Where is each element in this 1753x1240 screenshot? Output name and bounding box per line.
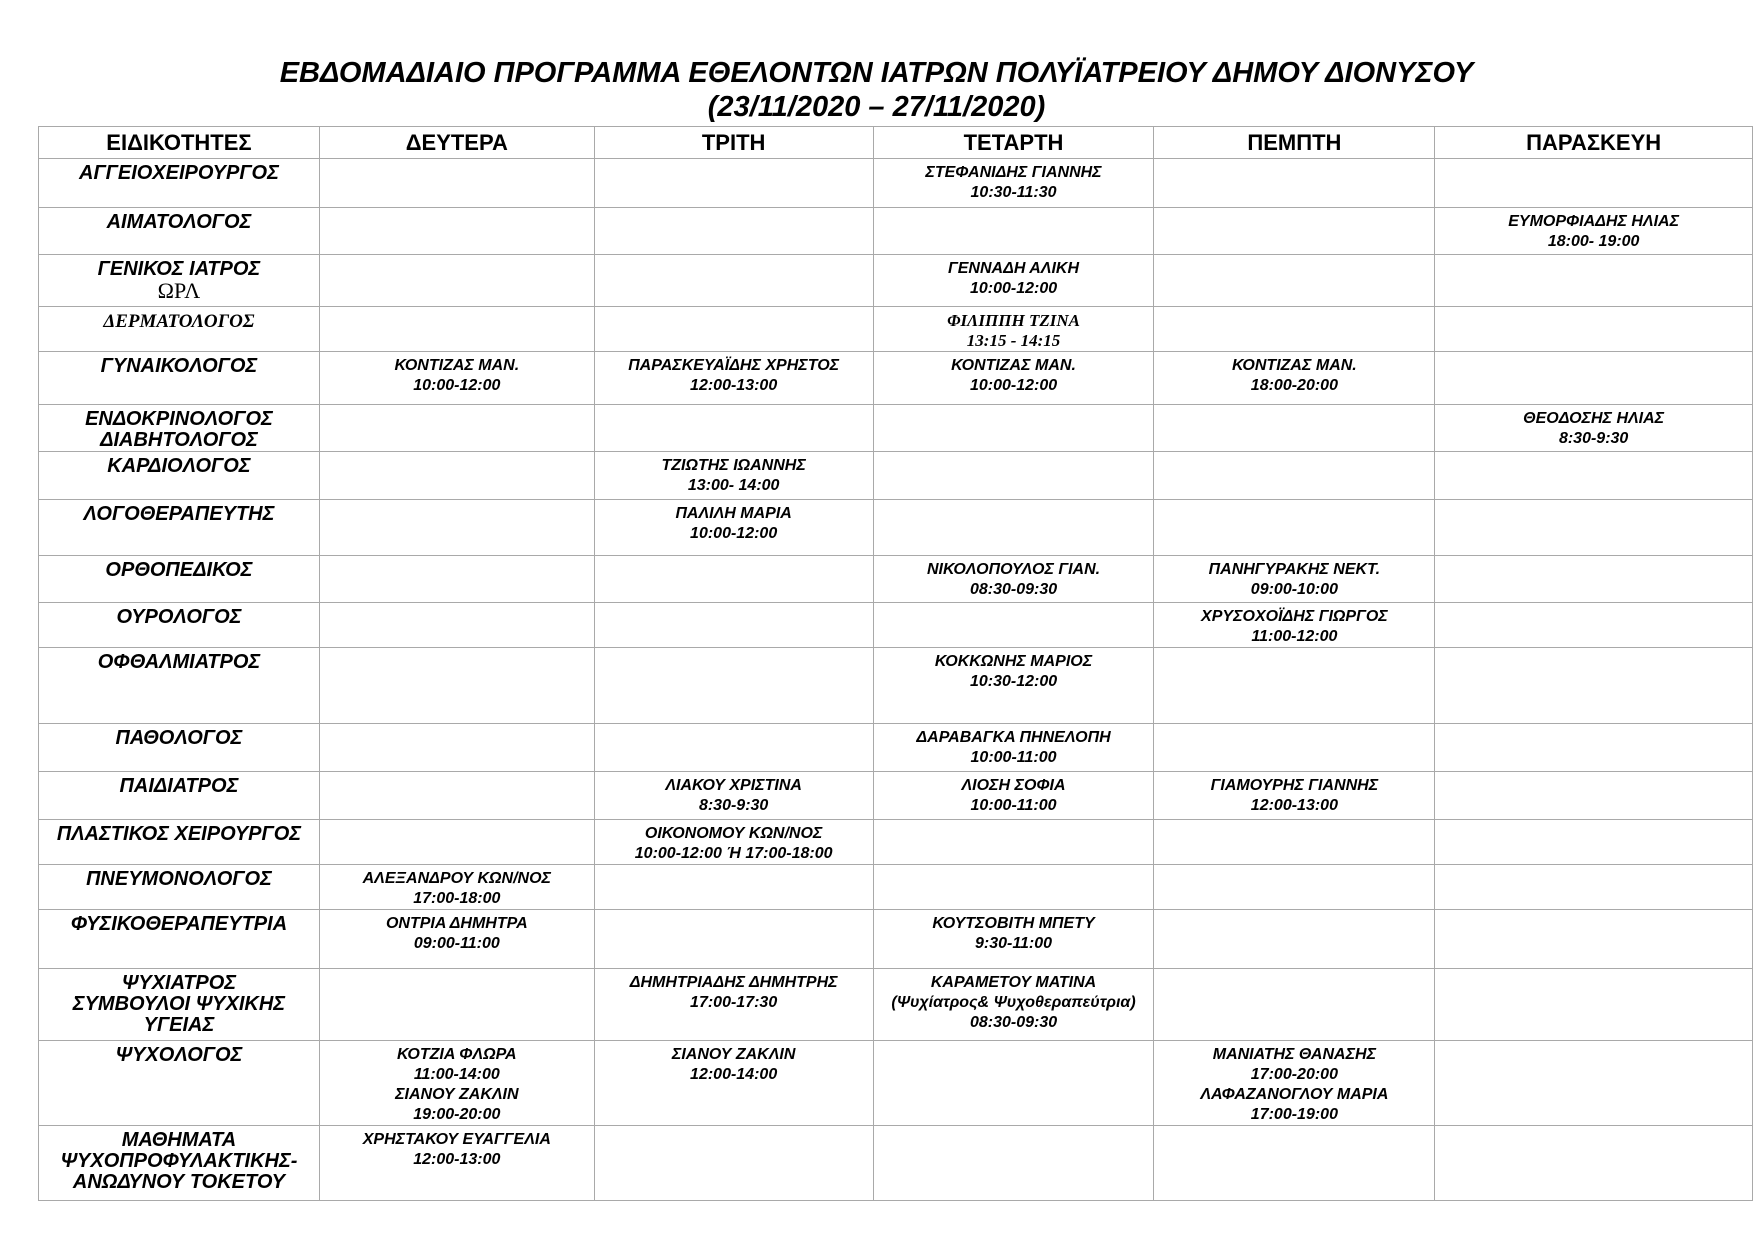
table-row <box>39 452 1753 500</box>
table-row <box>39 772 1753 820</box>
doctor-name: ΠΑΡΑΣΚΕΥΑΪΔΗΣ ΧΡΗΣΤΟΣ <box>628 357 840 374</box>
schedule-cell-monday <box>319 603 594 648</box>
schedule-cell-tuesday <box>594 603 873 648</box>
specialty-label: ΑΓΓΕΙΟΧΕΙΡΟΥΡΓΟΣ <box>79 162 279 184</box>
schedule-cell-monday <box>319 159 594 208</box>
specialty-label: ΟΥΡΟΛΟΓΟΣ <box>116 606 242 628</box>
specialty-label: ΚΑΡΔΙΟΛΟΓΟΣ <box>107 455 251 477</box>
specialty-label: ΠΛΑΣΤΙΚΟΣ ΧΕΙΡΟΥΡΓΟΣ <box>56 823 302 845</box>
schedule-cell-thursday <box>1154 648 1435 724</box>
time-slot: 12:00-14:00 <box>690 1066 778 1083</box>
specialty-cell <box>39 556 320 603</box>
specialty-label: ΥΓΕΙΑΣ <box>143 1014 215 1036</box>
specialty-cell <box>39 910 320 969</box>
schedule-cell-monday <box>319 255 594 307</box>
specialty-cell <box>39 255 320 307</box>
doctor-name: ΠΑΛΙΛΗ ΜΑΡΙΑ <box>675 505 792 522</box>
schedule-cell-friday <box>1435 648 1753 724</box>
header-row <box>39 127 1753 159</box>
specialty-label: ΨΥΧΟΠΡΟΦΥΛΑΚΤΙΚΗΣ- <box>60 1150 298 1172</box>
time-slot: 12:00-13:00 <box>413 1151 501 1168</box>
time-slot: 18:00-20:00 <box>1250 377 1338 394</box>
schedule-cell-tuesday <box>594 255 873 307</box>
time-slot: 10:30-12:00 <box>969 673 1058 690</box>
table-row <box>39 603 1753 648</box>
specialty-label: ΦΥΣΙΚΟΘΕΡΑΠΕΥΤΡΙΑ <box>70 913 288 935</box>
time-slot: 10:00-11:00 <box>970 749 1057 766</box>
schedule-cell-friday <box>1435 307 1753 352</box>
schedule-cell-tuesday <box>594 307 873 352</box>
doctor-name: ΚΟΤΖΙΑ ΦΛΩΡΑ <box>397 1046 517 1063</box>
time-slot: 8:30-9:30 <box>698 797 769 814</box>
schedule-cell-thursday <box>1154 772 1435 820</box>
table-row <box>39 1041 1753 1126</box>
time-slot: 12:00-13:00 <box>690 377 778 394</box>
schedule-cell-monday <box>319 724 594 772</box>
schedule-cell-wednesday <box>873 352 1154 405</box>
doctor-name: ΘΕΟΔΟΣΗΣ ΗΛΙΑΣ <box>1523 410 1665 427</box>
schedule-cell-monday <box>319 500 594 556</box>
table-row <box>39 648 1753 724</box>
doctor-name: ΔΗΜΗΤΡΙΑΔΗΣ ΔΗΜΗΤΡΗΣ <box>629 974 838 991</box>
specialty-cell <box>39 500 320 556</box>
table-row <box>39 500 1753 556</box>
schedule-cell-tuesday <box>594 820 873 865</box>
schedule-cell-tuesday <box>594 352 873 405</box>
specialty-cell <box>39 820 320 865</box>
specialty-label: ΕΝΔΟΚΡΙΝΟΛΟΓΟΣ <box>85 408 273 430</box>
doctor-name: ΣΙΑΝΟΥ ΖΑΚΛΙΝ <box>395 1086 519 1103</box>
schedule-cell-thursday <box>1154 208 1435 255</box>
schedule-cell-monday <box>319 969 594 1041</box>
column-header-specialties: ΕΙΔΙΚΟΤΗΤΕΣ <box>39 127 320 159</box>
doctor-name: ΧΡΥΣΟΧΟΪΔΗΣ ΓΙΩΡΓΟΣ <box>1201 608 1388 625</box>
time-slot: 10:00-12:00 Ή 17:00-18:00 <box>634 845 833 862</box>
schedule-cell-monday <box>319 648 594 724</box>
schedule-cell-wednesday <box>873 1041 1154 1126</box>
schedule-cell-tuesday <box>594 1126 873 1201</box>
schedule-cell-wednesday <box>873 159 1154 208</box>
table-row <box>39 255 1753 307</box>
doctor-name: ΕΥΜΟΡΦΙΑΔΗΣ ΗΛΙΑΣ <box>1508 213 1680 230</box>
time-slot: 10:00-12:00 <box>690 525 778 542</box>
specialty-cell <box>39 772 320 820</box>
column-header-friday: ΠΑΡΑΣΚΕΥΗ <box>1435 127 1753 159</box>
schedule-cell-monday <box>319 1041 594 1126</box>
schedule-cell-friday <box>1435 500 1753 556</box>
schedule-cell-tuesday <box>594 208 873 255</box>
schedule-cell-thursday <box>1154 159 1435 208</box>
specialty-label: ΟΡΘΟΠΕΔΙΚΟΣ <box>105 559 253 581</box>
column-header-monday: ΔΕΥΤΕΡΑ <box>319 127 594 159</box>
schedule-cell-monday <box>319 208 594 255</box>
schedule-cell-wednesday <box>873 969 1154 1041</box>
schedule-cell-monday <box>319 556 594 603</box>
schedule-cell-friday <box>1435 208 1753 255</box>
doctor-name: ΟΝΤΡΙΑ ΔΗΜΗΤΡΑ <box>385 915 528 932</box>
doctor-name: ΚΟΝΤΙΖΑΣ ΜΑΝ. <box>951 357 1076 374</box>
schedule-cell-monday <box>319 405 594 452</box>
schedule-cell-monday <box>319 307 594 352</box>
schedule-cell-tuesday <box>594 648 873 724</box>
schedule-cell-tuesday <box>594 910 873 969</box>
specialty-cell <box>39 352 320 405</box>
table-row <box>39 352 1753 405</box>
doctor-name: ΔΑΡΑΒΑΓΚΑ ΠΗΝΕΛΟΠΗ <box>916 729 1111 746</box>
time-slot: 8:30-9:30 <box>1558 430 1629 447</box>
doctor-name: ΣΙΑΝΟΥ ΖΑΚΛΙΝ <box>671 1046 796 1063</box>
specialty-label: ΠΑΘΟΛΟΓΟΣ <box>115 727 243 749</box>
schedule-cell-monday <box>319 865 594 910</box>
schedule-cell-monday <box>319 820 594 865</box>
schedule-cell-thursday <box>1154 820 1435 865</box>
table-row <box>39 910 1753 969</box>
schedule-cell-tuesday <box>594 865 873 910</box>
specialty-cell <box>39 1126 320 1201</box>
specialty-cell <box>39 865 320 910</box>
doctor-name: ΟΙΚΟΝΟΜΟΥ ΚΩΝ/ΝΟΣ <box>644 825 823 842</box>
schedule-cell-monday <box>319 1126 594 1201</box>
time-slot: 17:00-18:00 <box>413 890 501 907</box>
schedule-cell-friday <box>1435 1041 1753 1126</box>
title-line-1: ΕΒΔΟΜΑΔΙΑΙΟ ΠΡΟΓΡΑΜΜΑ ΕΘΕΛΟΝΤΩΝ ΙΑΤΡΩΝ ΠΟΛΥΪΑΤΡΕΙΟΥ ΔΗΜΟΥ ΔΙΟΝΥΣΟΥ <box>279 57 1474 89</box>
time-slot: 11:00-12:00 <box>1251 628 1338 645</box>
doctor-name: ΛΙΑΚΟΥ ΧΡΙΣΤΙΝΑ <box>665 777 802 794</box>
time-slot: 9:30-11:00 <box>974 935 1053 952</box>
column-header-wednesday: ΤΕΤΑΡΤΗ <box>873 127 1154 159</box>
schedule-cell-thursday <box>1154 452 1435 500</box>
doctor-name: ΣΤΕΦΑΝΙΔΗΣ ΓΙΑΝΝΗΣ <box>925 164 1102 181</box>
doctor-name: ΓΕΝΝΑΔΗ ΑΛΙΚΗ <box>948 260 1080 277</box>
schedule-cell-friday <box>1435 772 1753 820</box>
time-slot: 08:30-09:30 <box>969 581 1058 598</box>
schedule-cell-wednesday <box>873 556 1154 603</box>
schedule-cell-friday <box>1435 724 1753 772</box>
schedule-cell-friday <box>1435 352 1753 405</box>
doctor-name: ΠΑΝΗΓΥΡΑΚΗΣ ΝΕΚΤ. <box>1208 561 1381 578</box>
doctor-name: ΧΡΗΣΤΑΚΟΥ ΕΥΑΓΓΕΛΙΑ <box>362 1131 551 1148</box>
time-slot: 10:00-12:00 <box>969 280 1058 297</box>
specialty-label: ΓΥΝΑΙΚΟΛΟΓΟΣ <box>100 355 258 377</box>
specialty-label: ΜΑΘΗΜΑΤΑ <box>121 1129 237 1151</box>
doctor-name: ΚΟΚΚΩΝΗΣ ΜΑΡΙΟΣ <box>934 653 1093 670</box>
time-slot: 08:30-09:30 <box>969 1014 1058 1031</box>
doctor-name: ΚΑΡΑΜΕΤΟΥ ΜΑΤΙΝΑ <box>930 974 1097 991</box>
schedule-cell-tuesday <box>594 500 873 556</box>
specialty-cell <box>39 307 320 352</box>
table-row <box>39 405 1753 452</box>
schedule-cell-tuesday <box>594 405 873 452</box>
schedule-cell-tuesday <box>594 556 873 603</box>
schedule-cell-monday <box>319 910 594 969</box>
doctor-name: ΑΛΕΞΑΝΔΡΟΥ ΚΩΝ/ΝΟΣ <box>362 870 551 887</box>
time-slot: (Ψυχίατρος& Ψυχοθεραπεύτρια) <box>891 994 1136 1011</box>
doctor-name: ΚΟΝΤΙΖΑΣ ΜΑΝ. <box>394 357 520 374</box>
time-slot: 17:00-20:00 <box>1250 1066 1338 1083</box>
schedule-cell-wednesday <box>873 208 1154 255</box>
specialty-label: ΨΥΧΙΑΤΡΟΣ <box>121 972 237 994</box>
schedule-cell-thursday <box>1154 500 1435 556</box>
schedule-cell-thursday <box>1154 865 1435 910</box>
schedule-cell-wednesday <box>873 452 1154 500</box>
schedule-cell-wednesday <box>873 724 1154 772</box>
specialty-cell <box>39 208 320 255</box>
time-slot: 17:00-19:00 <box>1250 1106 1338 1123</box>
specialty-label: ΨΥΧΟΛΟΓΟΣ <box>115 1044 243 1066</box>
table-row <box>39 969 1753 1041</box>
time-slot: 09:00-10:00 <box>1250 581 1338 598</box>
schedule-cell-friday <box>1435 255 1753 307</box>
table-row <box>39 724 1753 772</box>
schedule-cell-thursday <box>1154 1041 1435 1126</box>
page-title <box>0 56 1753 124</box>
specialty-label: ΑΙΜΑΤΟΛΟΓΟΣ <box>106 211 252 233</box>
schedule-cell-friday <box>1435 452 1753 500</box>
specialty-cell <box>39 405 320 452</box>
time-slot: 18:00- 19:00 <box>1547 233 1640 250</box>
schedule-cell-wednesday <box>873 307 1154 352</box>
schedule-cell-thursday <box>1154 307 1435 352</box>
schedule-cell-friday <box>1435 603 1753 648</box>
schedule-cell-wednesday <box>873 255 1154 307</box>
schedule-cell-wednesday <box>873 648 1154 724</box>
schedule-cell-thursday <box>1154 603 1435 648</box>
specialty-cell <box>39 1041 320 1126</box>
schedule-cell-tuesday <box>594 1041 873 1126</box>
time-slot: 13:15 - 14:15 <box>966 331 1061 350</box>
schedule-cell-thursday <box>1154 405 1435 452</box>
table-row <box>39 556 1753 603</box>
specialty-label: ΓΕΝΙΚΟΣ ΙΑΤΡΟΣ <box>97 258 261 280</box>
specialty-cell <box>39 452 320 500</box>
schedule-cell-thursday <box>1154 556 1435 603</box>
time-slot: 10:00-12:00 <box>969 377 1058 394</box>
doctor-name: ΝΙΚΟΛΟΠΟΥΛΟΣ ΓΙΑΝ. <box>926 561 1101 578</box>
schedule-cell-wednesday <box>873 820 1154 865</box>
schedule-cell-monday <box>319 452 594 500</box>
doctor-name: ΓΙΑΜΟΥΡΗΣ ΓΙΑΝΝΗΣ <box>1210 777 1379 794</box>
schedule-cell-wednesday <box>873 405 1154 452</box>
time-slot: 10:30-11:30 <box>970 184 1057 201</box>
schedule-cell-friday <box>1435 159 1753 208</box>
schedule-cell-thursday <box>1154 724 1435 772</box>
schedule-cell-friday <box>1435 405 1753 452</box>
time-slot: 10:00-11:00 <box>970 797 1057 814</box>
table-row <box>39 1126 1753 1201</box>
table-row <box>39 865 1753 910</box>
schedule-cell-wednesday <box>873 865 1154 910</box>
schedule-table <box>38 126 1753 1201</box>
specialty-label: ΔΕΡΜΑΤΟΛΟΓΟΣ <box>103 311 255 332</box>
specialty-label: ΠΑΙΔΙΑΤΡΟΣ <box>119 775 239 797</box>
schedule-cell-thursday <box>1154 352 1435 405</box>
time-slot: 13:00- 14:00 <box>687 477 780 494</box>
time-slot: 19:00-20:00 <box>413 1106 501 1123</box>
specialty-label: ΔΙΑΒΗΤΟΛΟΓΟΣ <box>100 429 258 451</box>
title-line-2: (23/11/2020 – 27/11/2020) <box>707 91 1046 123</box>
schedule-cell-thursday <box>1154 1126 1435 1201</box>
specialty-label: ΣΥΜΒΟΥΛΟΙ ΨΥΧΙΚΗΣ <box>72 993 286 1015</box>
table-row <box>39 307 1753 352</box>
schedule-cell-friday <box>1435 556 1753 603</box>
doctor-name: ΦΙΛΙΠΠΗ ΤΖΙΝΑ <box>947 311 1080 330</box>
specialty-label: ΩΡΛ <box>157 278 201 303</box>
schedule-cell-monday <box>319 772 594 820</box>
specialty-cell <box>39 603 320 648</box>
schedule-cell-wednesday <box>873 772 1154 820</box>
doctor-name: ΤΖΙΩΤΗΣ ΙΩΑΝΝΗΣ <box>661 457 806 474</box>
table-row <box>39 820 1753 865</box>
table-row <box>39 208 1753 255</box>
table-row <box>39 159 1753 208</box>
doctor-name: ΚΟΝΤΙΖΑΣ ΜΑΝ. <box>1232 357 1357 374</box>
schedule-cell-thursday <box>1154 255 1435 307</box>
time-slot: 11:00-14:00 <box>413 1066 500 1083</box>
schedule-cell-tuesday <box>594 724 873 772</box>
specialty-label: ΛΟΓΟΘΕΡΑΠΕΥΤΗΣ <box>83 503 275 525</box>
time-slot: 09:00-11:00 <box>413 935 500 952</box>
doctor-name: ΜΑΝΙΑΤΗΣ ΘΑΝΑΣΗΣ <box>1212 1046 1377 1063</box>
schedule-cell-tuesday <box>594 159 873 208</box>
specialty-cell <box>39 969 320 1041</box>
schedule-cell-friday <box>1435 969 1753 1041</box>
specialty-cell <box>39 648 320 724</box>
doctor-name: ΛΙΟΣΗ ΣΟΦΙΑ <box>961 777 1066 794</box>
schedule-cell-monday <box>319 352 594 405</box>
schedule-cell-thursday <box>1154 969 1435 1041</box>
doctor-name: ΚΟΥΤΣΟΒΙΤΗ ΜΠΕΤΥ <box>932 915 1095 932</box>
schedule-cell-wednesday <box>873 603 1154 648</box>
schedule-cell-thursday <box>1154 910 1435 969</box>
column-header-tuesday: ΤΡΙΤΗ <box>594 127 873 159</box>
schedule-cell-wednesday <box>873 1126 1154 1201</box>
schedule-cell-tuesday <box>594 772 873 820</box>
schedule-cell-wednesday <box>873 500 1154 556</box>
doctor-name: ΛΑΦΑΖΑΝΟΓΛΟΥ ΜΑΡΙΑ <box>1200 1086 1389 1103</box>
specialty-label: ΟΦΘΑΛΜΙΑΤΡΟΣ <box>97 651 261 673</box>
schedule-cell-friday <box>1435 865 1753 910</box>
schedule-cell-friday <box>1435 1126 1753 1201</box>
column-header-thursday: ΠΕΜΠΤΗ <box>1154 127 1435 159</box>
schedule-cell-tuesday <box>594 452 873 500</box>
schedule-cell-friday <box>1435 910 1753 969</box>
time-slot: 17:00-17:30 <box>690 994 778 1011</box>
schedule-cell-wednesday <box>873 910 1154 969</box>
schedule-cell-tuesday <box>594 969 873 1041</box>
schedule-cell-friday <box>1435 820 1753 865</box>
time-slot: 12:00-13:00 <box>1250 797 1338 814</box>
specialty-label: ΠΝΕΥΜΟΝΟΛΟΓΟΣ <box>86 868 272 890</box>
specialty-cell <box>39 724 320 772</box>
specialty-cell <box>39 159 320 208</box>
time-slot: 10:00-12:00 <box>413 377 501 394</box>
specialty-label: ΑΝΩΔΥΝΟΥ ΤΟΚΕΤΟΥ <box>72 1171 285 1193</box>
